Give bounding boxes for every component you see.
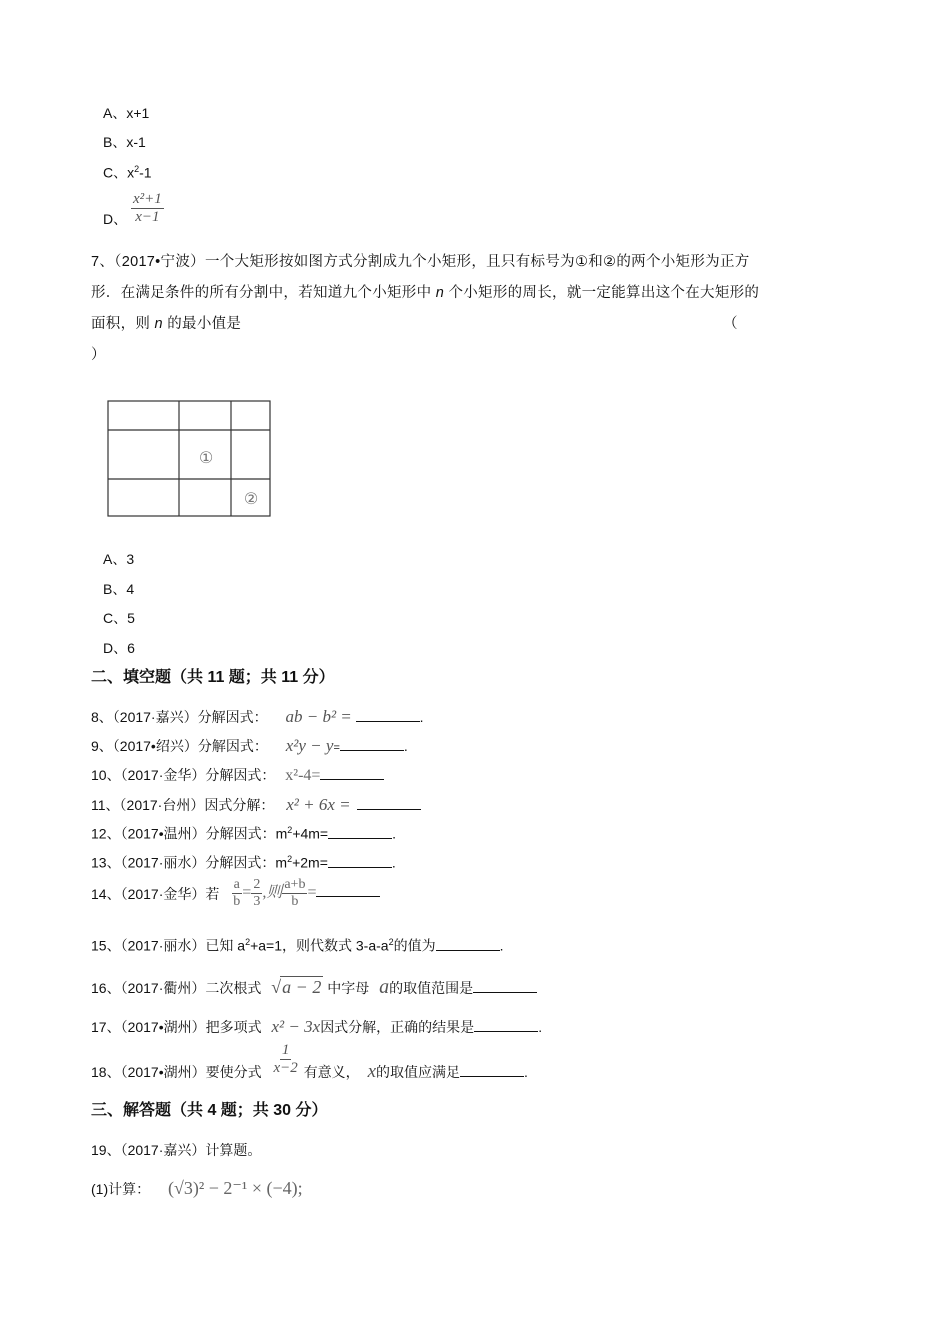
answer-paren-open: （ (723, 316, 738, 332)
option-text: x-1 (126, 134, 146, 150)
square-label-2: ② (243, 489, 259, 508)
math-expression: x² + 6x = (286, 795, 351, 814)
q7-line-2: 形．在满足条件的所有分割中，若知道九个小矩形中 n 个小矩形的周长，就一定能算出这个在大矩形的 (91, 285, 760, 301)
square-label-1: ① (198, 448, 214, 467)
q7-line-1: 7、（2017•宁波）一个大矩形按如图方式分割成九个小矩形，且只有标号为①和②的两个小矩形为正方 (91, 254, 750, 270)
answer-blank[interactable] (460, 1064, 524, 1077)
option-text: x (127, 164, 135, 181)
q7-option-d: D、6 (103, 640, 135, 656)
q6-option-a (103, 105, 149, 122)
q6-option-d (103, 191, 164, 228)
option-letter: D、 (103, 211, 128, 228)
fraction: $\frac{a}{b}$ (233, 877, 241, 909)
question-19-part-1: (1)计算： (√3)² − 2⁻¹ × (−4); (91, 1178, 303, 1198)
question-13: 13、（2017·丽水）分解因式：$m^2+2m=$ . (91, 854, 396, 871)
rectangle-division-figure (107, 400, 273, 519)
question-18: 18、（2017•湖州）要使分式 $\frac{1}{x-2}$ 有意义， x的取值应满足 . (91, 1042, 528, 1083)
square-root: √a − 2 (271, 977, 322, 997)
answer-blank[interactable] (340, 738, 404, 751)
math-expression: x²y − y (285, 736, 334, 755)
answer-blank[interactable] (320, 767, 384, 780)
option-letter: C、 (103, 164, 128, 181)
math-expression: x²-4= (285, 767, 321, 784)
question-12: 12、（2017•温州）分解因式：$m^2+4m=$ . (91, 825, 397, 842)
q7-line-3: 面积，则 n 的最小值是 （ (91, 309, 851, 340)
fraction-denominator: x−1 (135, 209, 160, 225)
answer-blank[interactable] (328, 855, 392, 868)
option-tail: -1 (139, 164, 152, 181)
option-sup: 2 (134, 164, 140, 174)
q7-option-b: B、4 (103, 581, 135, 597)
q6-option-c (103, 164, 152, 181)
math-expression: ab − b² = (285, 707, 352, 726)
fraction: $\frac{2}{3}$ (253, 877, 261, 909)
answer-blank[interactable] (436, 938, 500, 951)
answer-paren-close: ） (91, 347, 106, 363)
math-expression: (√3)² − 2⁻¹ × (−4); (168, 1178, 303, 1198)
answer-blank[interactable] (473, 980, 537, 993)
answer-blank[interactable] (316, 884, 380, 897)
answer-blank[interactable] (328, 826, 392, 839)
fraction: $\frac{1}{x-2}$ (273, 1042, 298, 1076)
q7-option-c: C、5 (103, 610, 135, 626)
q6-option-b (103, 134, 146, 151)
option-text: x+1 (126, 105, 150, 121)
answer-blank[interactable] (474, 1019, 538, 1032)
question-9: 9、（2017•绍兴）分解因式： x²y − y= . (91, 736, 408, 755)
option-letter: A、 (103, 105, 127, 121)
variable-a: a (379, 976, 390, 998)
question-8: 8、（2017·嘉兴）分解因式： ab − b² = . (91, 707, 424, 726)
question-11: 11、（2017·台州）因式分解： x² + 6x = (91, 795, 421, 815)
fraction-numerator: x²+1 (133, 191, 162, 207)
math-expression: x² − 3x (271, 1017, 321, 1036)
fraction (131, 192, 164, 225)
variable-n: n (435, 285, 445, 301)
question-7 (91, 247, 851, 371)
question-10: 10、（2017·金华）分解因式： x²-4= (91, 766, 384, 785)
fraction: $\frac{a+b}{b}$ (284, 877, 306, 909)
q7-option-a: A、3 (103, 551, 135, 567)
section-heading-fill-in: 二、填空题（共 11 题；共 11 分） (91, 669, 335, 686)
variable-x: x (367, 1061, 377, 1083)
option-letter: B、 (103, 134, 127, 150)
question-19-title: 19、（2017·嘉兴）计算题。 (91, 1142, 262, 1158)
answer-blank[interactable] (357, 797, 421, 810)
question-17: 17、（2017•湖州）把多项式 x² − 3x因式分解，正确的结果是 . (91, 1017, 543, 1036)
section-heading-solutions: 三、解答题（共 4 题；共 30 分） (91, 1102, 328, 1119)
variable-n: n (154, 316, 163, 332)
question-15: 15、（2017·丽水）已知 $a^2+a=1$，则代数式 $3-a-a^2$的值为 . (91, 937, 504, 954)
question-16: 16、（2017·衢州）二次根式 √a − 2 中字母 a的取值范围是 (91, 975, 537, 999)
question-14: 14、（2017·金华）若 $\frac{a}{b}$ = $\frac{2}{3}$ ,则 $\frac{a+b}{b}$ = (91, 878, 380, 909)
answer-blank[interactable] (356, 709, 420, 722)
